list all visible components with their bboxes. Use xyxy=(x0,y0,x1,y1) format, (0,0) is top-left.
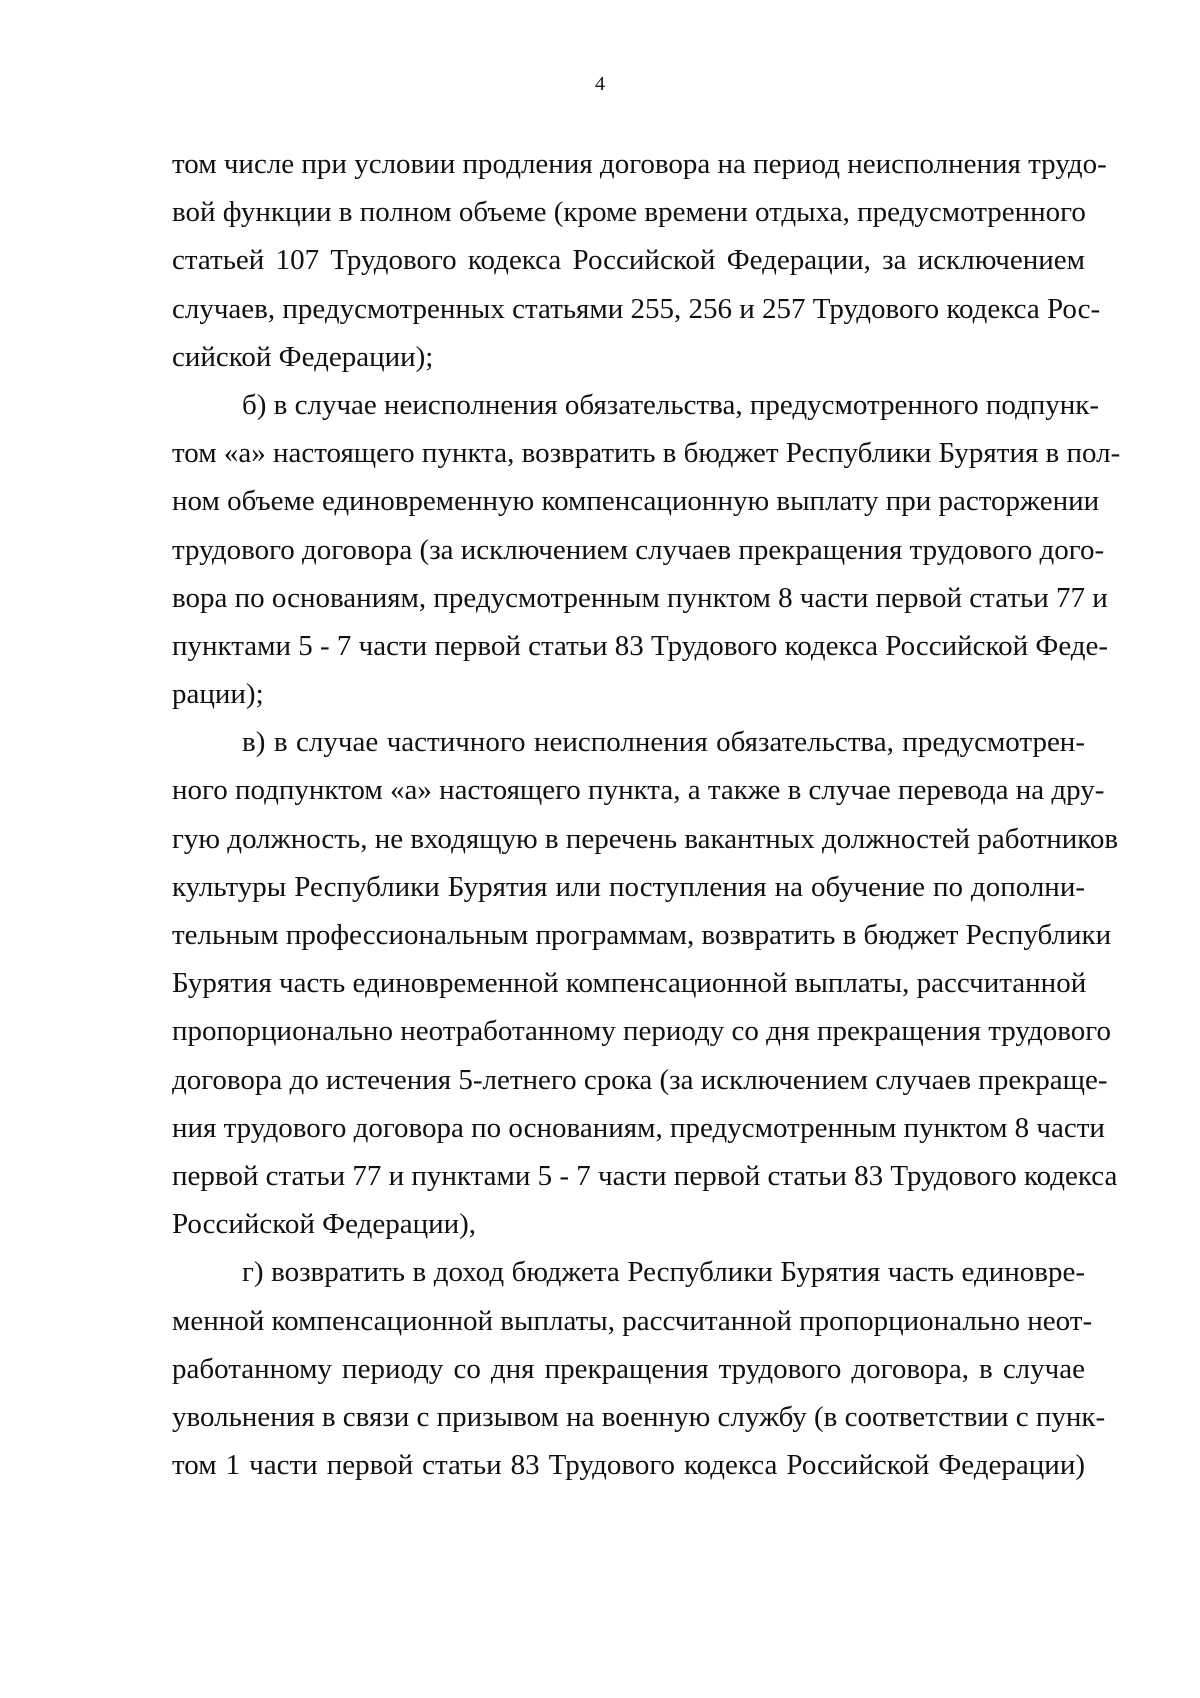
text-line: трудового договора (за исключением случаев прекращения трудового дого- xyxy=(172,533,1105,566)
text-line: том числе при условии продления договора на период неисполнения трудо- xyxy=(172,148,1107,180)
text-line: Бурятия часть единовременной компенсационной выплаты, рассчитанной xyxy=(172,967,1087,1000)
text-line: увольнения в связи с призывом на военную службу (в соответствии с пунк- xyxy=(172,1400,1106,1433)
text-line: Российской Федерации), xyxy=(172,1208,477,1241)
text-line: первой статьи 77 и пунктами 5 - 7 части первой статьи 83 Трудового кодекса xyxy=(172,1159,1118,1192)
paragraph-item-v xyxy=(172,718,1119,1248)
text-line: б) в случае неисполнения обязательства, предусмотренного подпунк- xyxy=(242,388,1100,421)
text-line: ного подпунктом «а» настоящего пункта, а также в случае перевода на дру- xyxy=(172,774,1105,807)
text-line: культуры Республики Бурятия или поступления на обучение по дополни- xyxy=(172,870,1085,903)
page-number: 4 xyxy=(595,73,605,95)
paragraph-continuation xyxy=(172,140,1107,381)
text-line: вой функции в полном объеме (кроме времени отдыха, предусмотренного xyxy=(172,196,1086,229)
text-line: работанному периоду со дня прекращения трудового договора, в случае xyxy=(172,1352,1085,1385)
text-line: менной компенсационной выплаты, рассчитанной пропорционально неот- xyxy=(172,1304,1093,1337)
text-line: договора до истечения 5-летнего срока (за исключением случаев прекраще- xyxy=(172,1063,1108,1096)
paragraph-item-b xyxy=(172,381,1121,718)
text-line: случаев, предусмотренных статьями 255, 256 и 257 Трудового кодекса Рос- xyxy=(172,292,1101,325)
text-line: рации); xyxy=(172,678,264,711)
text-line: гую должность, не входящую в перечень вакантных должностей работников xyxy=(172,822,1119,855)
text-line: вора по основаниям, предусмотренным пунктом 8 части первой статьи 77 и xyxy=(172,581,1108,614)
text-line: пропорционально неотработанному периоду со дня прекращения трудового xyxy=(172,1015,1111,1048)
text-line: в) в случае частичного неисполнения обязательства, предусмотрен- xyxy=(242,726,1085,759)
text-line: ном объеме единовременную компенсационную выплату при расторжении xyxy=(172,485,1100,518)
document-body xyxy=(172,140,1121,1489)
paragraph-item-g xyxy=(172,1248,1106,1489)
text-line: том 1 части первой статьи 83 Трудового кодекса Российской Федерации) xyxy=(172,1449,1085,1482)
text-line: г) возвратить в доход бюджета Республики Бурятия часть единовре- xyxy=(242,1256,1085,1289)
text-line: пунктами 5 - 7 части первой статьи 83 Трудового кодекса Российской Феде- xyxy=(172,629,1109,662)
text-line: сийской Федерации); xyxy=(172,340,434,373)
text-line: ния трудового договора по основаниям, предусмотренным пунктом 8 части xyxy=(172,1111,1105,1144)
text-line: тельным профессиональным программам, возвратить в бюджет Республики xyxy=(172,919,1112,951)
text-line: статьей 107 Трудового кодекса Российской Федерации, за исключением xyxy=(172,244,1085,277)
text-line: том «а» настоящего пункта, возвратить в бюджет Республики Бурятия в пол- xyxy=(172,437,1121,470)
